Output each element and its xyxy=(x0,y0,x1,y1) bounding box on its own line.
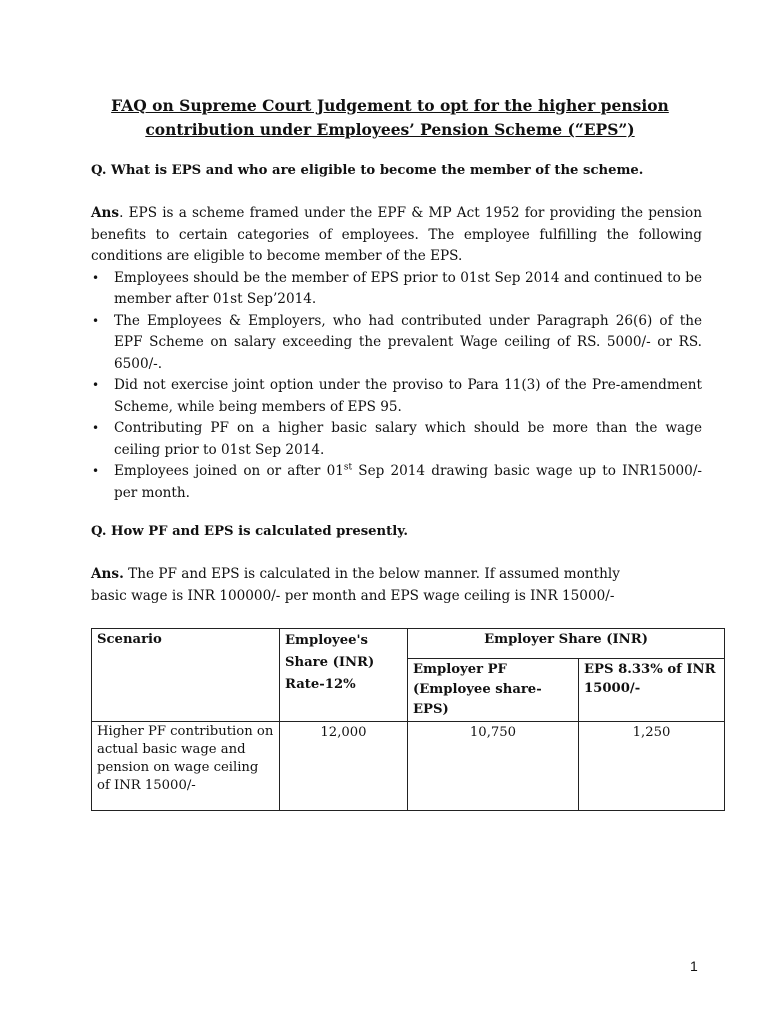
title-line-2: contribution under Employees’ Pension Scheme (“EPS”) xyxy=(145,120,635,139)
answer-2-line-1 xyxy=(91,564,711,586)
contribution-table xyxy=(91,628,725,811)
eligibility-item-1: • Employees should be the member of EPS prior to 01st Sep 2014 and continued to be member after 01st Sep’2014. xyxy=(91,268,702,311)
header-employer-share: Employer Share (INR) xyxy=(408,629,725,659)
answer-1 xyxy=(91,203,702,504)
table-header-row xyxy=(92,629,725,659)
eligibility-item-5-pre: Employees joined on or after 01 xyxy=(114,463,344,479)
question-2: Q. How PF and EPS is calculated presently. xyxy=(91,524,408,539)
eligibility-list xyxy=(91,268,702,505)
table-row xyxy=(92,722,725,811)
cell-employer-pf: 10,750 xyxy=(408,722,579,811)
header-eps: EPS 8.33% of INR 15000/- xyxy=(579,659,725,722)
question-1: Q. What is EPS and who are eligible to become the member of the scheme. xyxy=(91,163,644,178)
header-employee-share: Employee's Share (INR) Rate-12% xyxy=(280,629,408,722)
answer-2-label: Ans. xyxy=(91,566,124,582)
eligibility-item-4: • Contributing PF on a higher basic salary which should be more than the wage ceiling prior to 01st Sep 2014. xyxy=(91,418,702,461)
cell-employee-share: 12,000 xyxy=(280,722,408,811)
cell-eps: 1,250 xyxy=(579,722,725,811)
eligibility-item-5 xyxy=(91,461,702,504)
header-scenario: Scenario xyxy=(92,629,280,722)
document-title xyxy=(60,94,720,142)
answer-1-label: Ans xyxy=(91,205,120,221)
eligibility-item-2: • The Employees & Employers, who had contributed under Paragraph 26(6) of the EPF Scheme on salary exceeding the prevalent Wage ceiling of RS. 5000/- or RS. 6500/-. xyxy=(91,311,702,376)
header-employer-pf: Employer PF (Employee share-EPS) xyxy=(408,659,579,722)
title-line-1: FAQ on Supreme Court Judgement to opt for the higher pension xyxy=(111,96,669,115)
eligibility-item-5-sup: st xyxy=(343,462,353,473)
eligibility-item-3: • Did not exercise joint option under the proviso to Para 11(3) of the Pre-amendment Scheme, while being members of EPS 95. xyxy=(91,375,702,418)
answer-1-paragraph xyxy=(91,203,702,268)
answer-2-line-2: basic wage is INR 100000/- per month and EPS wage ceiling is INR 15000/- xyxy=(91,587,615,604)
cell-scenario: Higher PF contribution on actual basic wage and pension on wage ceiling of INR 15000/- xyxy=(92,722,280,811)
page-number: 1 xyxy=(690,958,698,974)
answer-1-text: . EPS is a scheme framed under the EPF & MP Act 1952 for providing the pension benefits to certain categories of employees. The employee fulfilling the following conditions are eligible to become member of the EPS. xyxy=(91,205,702,264)
answer-2 xyxy=(91,564,711,607)
eligibility-item-5-post: Sep 2014 drawing basic wage up to INR15000/- per month. xyxy=(114,463,702,501)
answer-2-text-1: The PF and EPS is calculated in the below manner. If assumed monthly xyxy=(123,566,620,582)
